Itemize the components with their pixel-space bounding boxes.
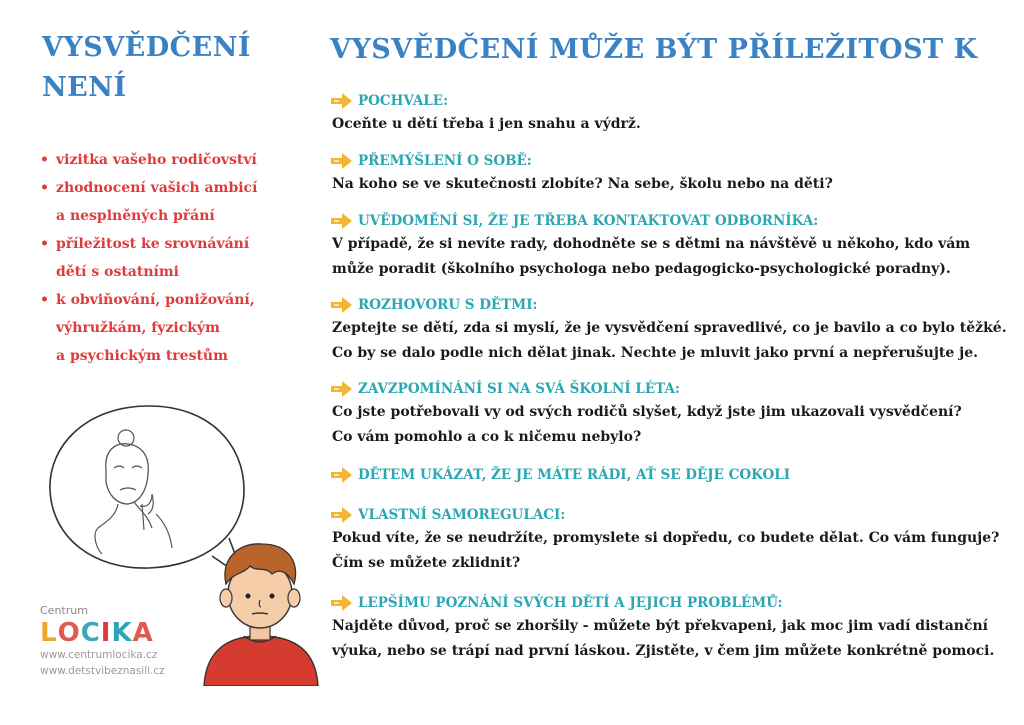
arrow-right-icon xyxy=(330,151,354,171)
section-body xyxy=(332,172,1008,197)
section-body-line: Oceňte u dětí třeba i jen snahu a výdrž. xyxy=(332,116,641,132)
neni-item xyxy=(38,174,278,230)
section-body xyxy=(332,526,1008,576)
section-body-line: Čím se můžete zklidnit? xyxy=(332,555,521,571)
section-body xyxy=(332,400,1008,450)
logo-letter: I xyxy=(100,618,112,648)
section-body xyxy=(332,316,1008,366)
arrow-right-icon xyxy=(330,295,354,315)
section-body-line: Zeptejte se dětí, zda si myslí, že je vysvědčení spravedlivé, co je bavilo a co bylo těžké. xyxy=(332,320,1007,336)
section-heading xyxy=(330,504,565,526)
section-title: VLASTNÍ SAMOREGULACI: xyxy=(358,507,566,523)
section-title: POCHVALE: xyxy=(358,93,449,109)
neni-item xyxy=(38,286,278,370)
section-title: ZAVZPOMÍNÁNÍ SI NA SVÁ ŠKOLNÍ LÉTA: xyxy=(358,381,680,397)
section-body-line: výuka, nebo se trápí nad první láskou. Zjistěte, v čem jim můžete konkrétně pomoci. xyxy=(332,643,995,659)
left-title xyxy=(42,28,302,108)
section-title: PŘEMÝŠLENÍ O SOBĚ: xyxy=(358,153,532,169)
neni-item-line: • vizitka vašeho rodičovství xyxy=(56,152,257,168)
section-body-line: může poradit (školního psychologa nebo pedagogicko-psychologické poradny). xyxy=(332,261,951,277)
section-body-line: V případě, že si nevíte rady, dohodněte se s dětmi na návštěvě u někoho, kdo vám xyxy=(332,236,971,252)
logo-url-1[interactable]: www.centrumlocika.cz xyxy=(40,649,158,661)
section-title: ROZHOVORU S DĚTMI: xyxy=(358,297,538,313)
arrow-right-icon xyxy=(330,465,354,485)
neni-item xyxy=(38,146,278,174)
logo-letter: C xyxy=(80,618,101,648)
logo-letter: A xyxy=(132,618,154,648)
logo-letter: L xyxy=(40,618,58,648)
logo-letter: O xyxy=(57,618,81,648)
section-heading xyxy=(330,210,818,232)
section-body-line: Co jste potřebovali vy od svých rodičů slyšet, když jste jim ukazovali vysvědčení? xyxy=(332,404,962,420)
section-body xyxy=(332,614,1008,664)
locika-logo xyxy=(40,604,220,679)
main-title: VYSVĚDČENÍ MŮŽE BÝT PŘÍLEŽITOST K xyxy=(330,34,978,65)
section-body xyxy=(332,232,1008,282)
arrow-right-icon xyxy=(330,211,354,231)
neni-item-line: a nesplněných přání xyxy=(56,208,215,224)
neni-item xyxy=(38,230,278,286)
neni-item-line: • příležitost ke srovnávání xyxy=(56,236,250,252)
section-body-line: Co vám pomohlo a co k ničemu nebylo? xyxy=(332,429,642,445)
section-heading xyxy=(330,90,448,112)
section-heading xyxy=(330,464,790,486)
logo-wordmark xyxy=(40,619,220,647)
section-title: DĚTEM UKÁZAT, ŽE JE MÁTE RÁDI, AŤ SE DĚJE COKOLI xyxy=(358,467,791,483)
neni-list xyxy=(38,146,278,370)
section-heading xyxy=(330,592,783,614)
section-title: UVĚDOMĚNÍ SI, ŽE JE TŘEBA KONTAKTOVAT ODBORNÍKA: xyxy=(358,213,819,229)
left-title-line2: NENÍ xyxy=(42,72,127,103)
section-body-line: Najděte důvod, proč se zhoršily - můžete být překvapeni, jak moc jim vadí distanční xyxy=(332,618,989,634)
section-heading xyxy=(330,150,532,172)
arrow-right-icon xyxy=(330,379,354,399)
arrow-right-icon xyxy=(330,593,354,613)
arrow-right-icon xyxy=(330,91,354,111)
section-title: LEPŠÍMU POZNÁNÍ SVÝCH DĚTÍ A JEJICH PROBLÉMŮ: xyxy=(358,595,783,611)
arrow-right-icon xyxy=(330,505,354,525)
section-body-line: Na koho se ve skutečnosti zlobíte? Na sebe, školu nebo na děti? xyxy=(332,176,833,192)
logo-centrum-text: Centrum xyxy=(40,604,88,617)
neni-item-line: výhružkám, fyzickým xyxy=(56,320,220,336)
neni-item-line: • zhodnocení vašich ambicí xyxy=(56,180,258,196)
section-body xyxy=(332,112,1008,137)
section-body-line: Co by se dalo podle nich dělat jinak. Nechte je mluvit jako první a nepřerušujte je. xyxy=(332,345,979,361)
neni-item-line: dětí s ostatními xyxy=(56,264,179,280)
left-title-line1: VYSVĚDČENÍ xyxy=(42,32,252,63)
section-heading xyxy=(330,378,680,400)
section-body-line: Pokud víte, že se neudržíte, promyslete si dopředu, co budete dělat. Co vám funguje? xyxy=(332,530,1000,546)
neni-item-line: • k obviňování, ponižování, xyxy=(56,292,255,308)
logo-url-2[interactable]: www.detstvibeznasili.cz xyxy=(40,665,165,677)
section-heading xyxy=(330,294,538,316)
logo-letter: K xyxy=(111,618,133,648)
neni-item-line: a psychickým trestům xyxy=(56,348,228,364)
